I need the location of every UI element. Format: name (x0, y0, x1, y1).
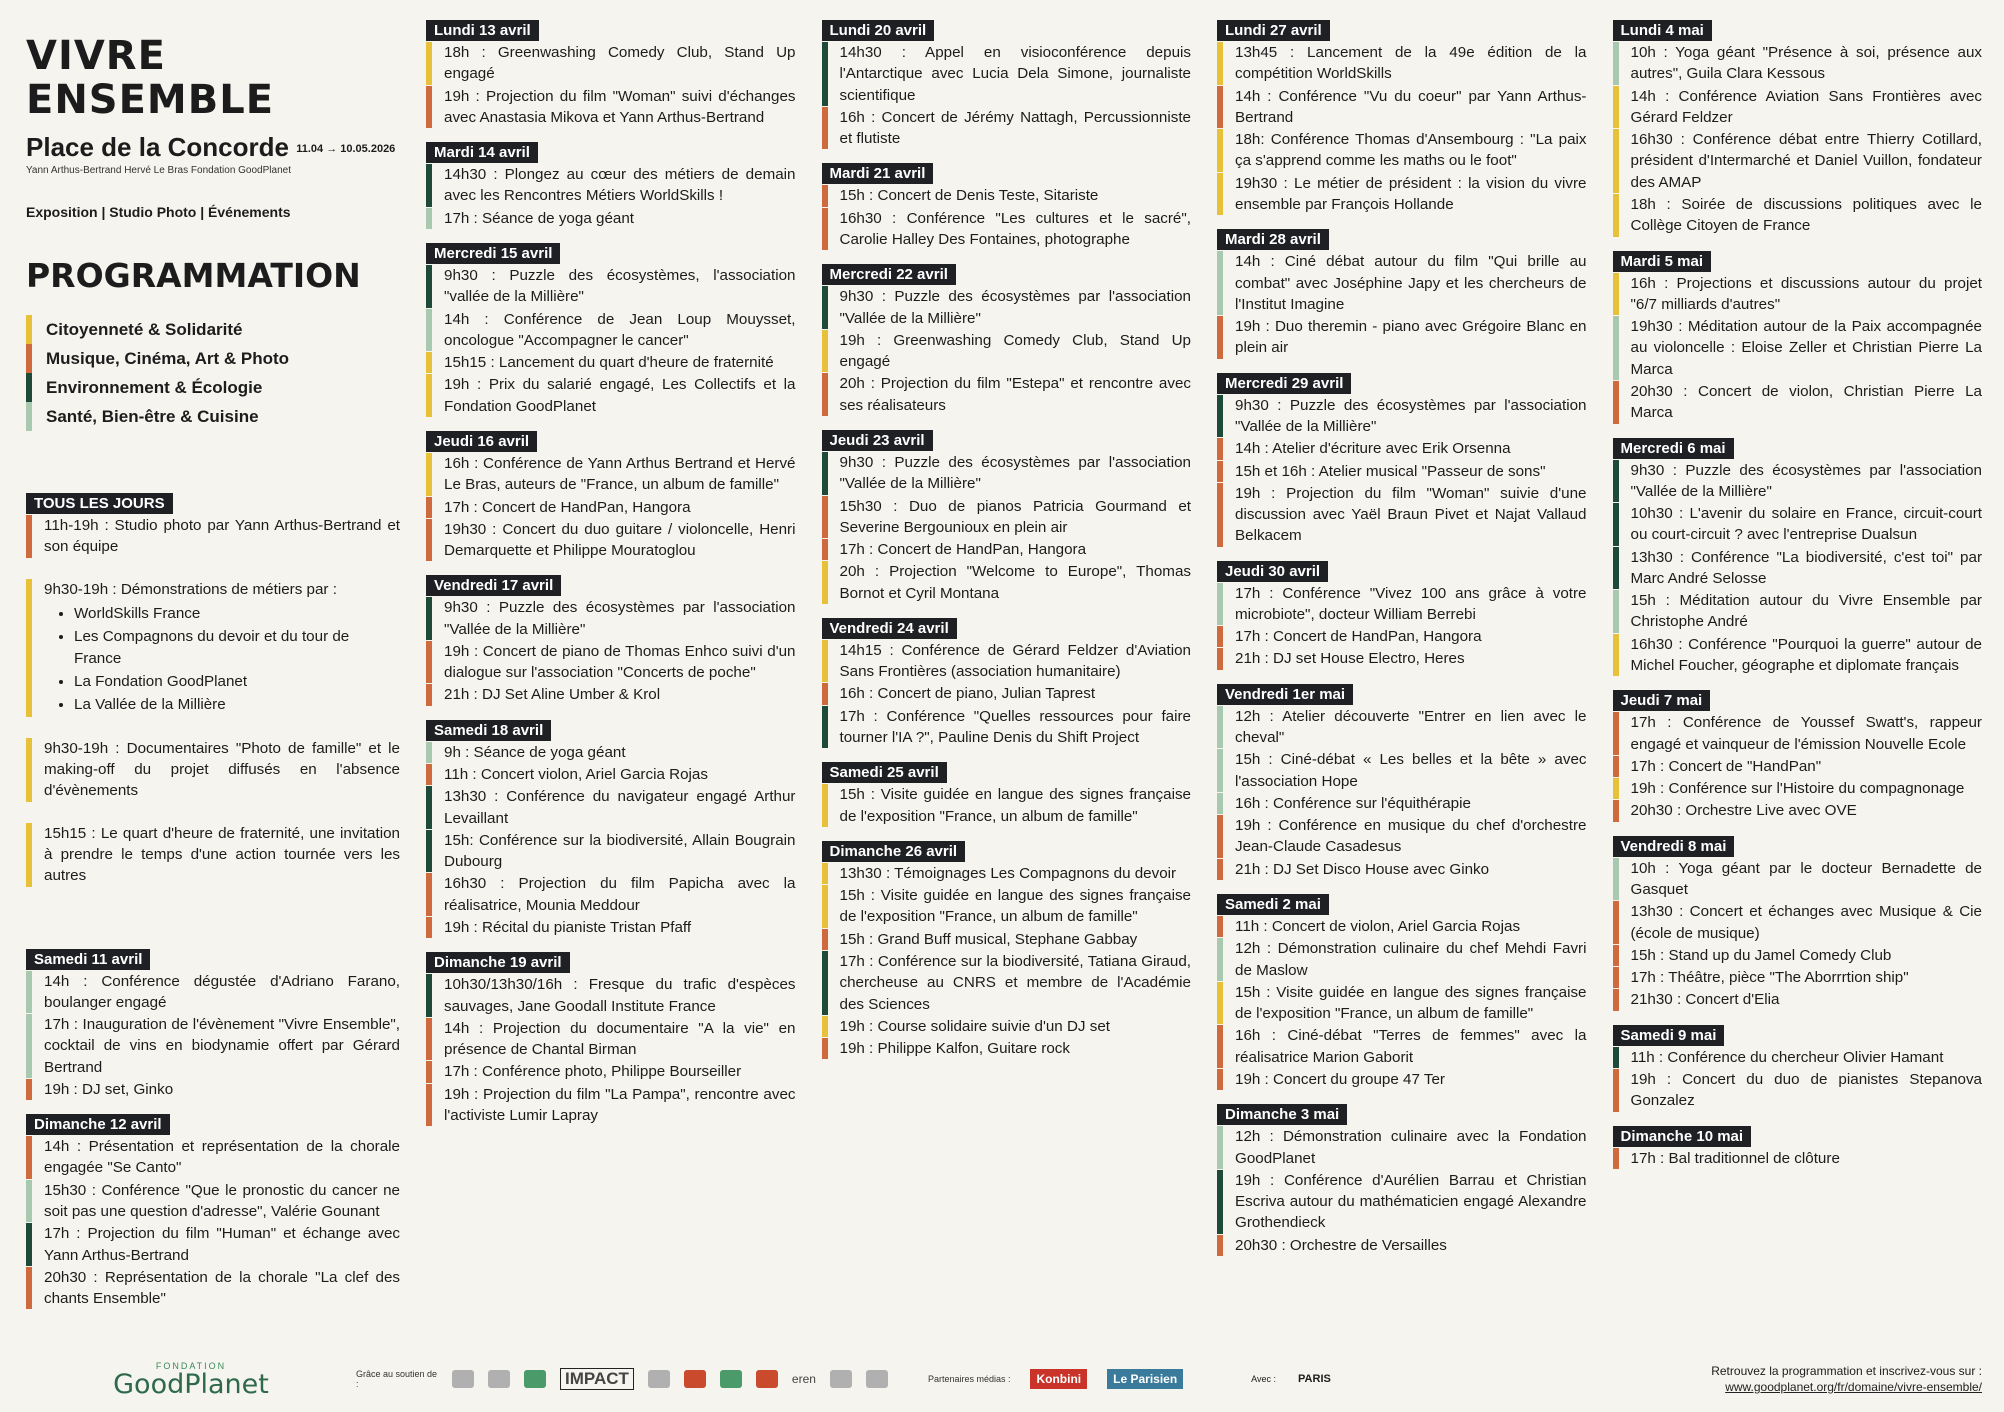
event-entry: 15h : Grand Buff musical, Stephane Gabbay (822, 929, 1192, 950)
paris-logo: PARIS (1298, 1373, 1331, 1385)
event-entry: 17h : Conférence sur la biodiversité, Tatiana Giraud, chercheuse au CNRS et membre de l'Académie des Sciences (822, 951, 1192, 1015)
event-entry: 15h15 : Lancement du quart d'heure de fraternité (426, 352, 796, 373)
event-entry: 16h30 : Conférence "Pourquoi la guerre" autour de Michel Foucher, géographe et diplomate français (1613, 634, 1983, 677)
event-entry: 16h : Concert de Jérémy Nattagh, Percussionniste et flutiste (822, 107, 1192, 150)
day-jeudi-23-avril (822, 430, 1192, 605)
day-heading: Dimanche 12 avril (26, 1114, 170, 1135)
event-entry: 16h : Projections et discussions autour du projet "6/7 milliards d'autres" (1613, 273, 1983, 316)
day-jeudi-7-mai (1613, 690, 1983, 822)
event-entry: 14h : Atelier d'écriture avec Erik Orsenna (1217, 438, 1587, 459)
event-entry: 17h : Conférence photo, Philippe Bourseiller (426, 1061, 796, 1082)
column-2 (426, 20, 796, 1345)
event-entry: 15h : Visite guidée en langue des signes française de l'exposition "France, un album de famille" (1217, 982, 1587, 1025)
day-heading: TOUS LES JOURS (26, 493, 173, 514)
event-entry: 19h : Concert du duo de pianistes Stepanova Gonzalez (1613, 1069, 1983, 1112)
day-heading: Vendredi 17 avril (426, 575, 561, 596)
day-heading: Mardi 28 avril (1217, 229, 1329, 250)
exhibitor-list (44, 603, 400, 717)
event-entry: 17h : Bal traditionnel de clôture (1613, 1148, 1983, 1169)
event-entry: 16h30 : Conférence débat entre Thierry Cotillard, président d'Intermarché et Daniel Vuillon, fondateur des AMAP (1613, 129, 1983, 193)
event-entry: 19h : Conférence d'Aurélien Barrau et Christian Escriva autour du mathématicien engagé Alexandre Grothendieck (1217, 1170, 1587, 1234)
day-jeudi-30-avril (1217, 561, 1587, 671)
media-partner-2: Le Parisien (1107, 1369, 1183, 1389)
event-entry: 17h : Conférence de Youssef Swatt's, rappeur engagé et vainqueur de l'émission Nouvelle Ecole (1613, 712, 1983, 755)
goodplanet-logo-small: FONDATION (155, 1360, 227, 1371)
day-mercredi-6-mai (1613, 438, 1983, 678)
event-entry: 9h30 : Puzzle des écosystèmes par l'association "Vallée de la Millière" (822, 452, 1192, 495)
media-partners-label: Partenaires médias : (927, 1374, 1011, 1384)
event-entry: 10h30 : L'avenir du solaire en France, circuit-court ou court-circuit ? avec l'entreprise Dualsun (1613, 503, 1983, 546)
event-entry: 17h : Conférence "Vivez 100 ans grâce à votre microbiote", docteur William Berrebi (1217, 583, 1587, 626)
day-heading: Mardi 14 avril (426, 142, 538, 163)
event-entry: 9h30 : Puzzle des écosystèmes par l'association "Vallée de la Millière" (1613, 460, 1983, 503)
place-name: Place de la Concorde (26, 132, 289, 162)
sponsor-logo-icon (488, 1370, 510, 1388)
day-heading: Mercredi 15 avril (426, 243, 560, 264)
event-entry: 9h30 : Puzzle des écosystèmes par l'association "Vallée de la Millière" (822, 286, 1192, 329)
column-1 (26, 20, 400, 1345)
day-heading: Dimanche 19 avril (426, 952, 570, 973)
event-place (26, 132, 400, 163)
day-heading: Dimanche 10 mai (1613, 1126, 1752, 1147)
event-entry: 17h : Séance de yoga géant (426, 208, 796, 229)
sponsor-logo-icon (684, 1370, 706, 1388)
event-entry: 9h30 : Puzzle des écosystèmes, l'association "vallée de la Millière" (426, 265, 796, 308)
day-lundi-27-avril (1217, 20, 1587, 216)
event-entry: 15h : Méditation autour du Vivre Ensemble par Christophe André (1613, 590, 1983, 633)
event-entry: 15h15 : Le quart d'heure de fraternité, une invitation à prendre le temps d'une action tournée vers les autres (26, 823, 400, 887)
day-dimanche-26-avril (822, 841, 1192, 1061)
event-entry: 15h : Stand up du Jamel Comedy Club (1613, 945, 1983, 966)
day-heading: Lundi 13 avril (426, 20, 539, 41)
day-jeudi-16-avril (426, 431, 796, 562)
column-5 (1613, 20, 1983, 1345)
day-heading: Mercredi 22 avril (822, 264, 956, 285)
event-entry: 20h30 : Concert de violon, Christian Pierre La Marca (1613, 381, 1983, 424)
day-heading: Samedi 25 avril (822, 762, 947, 783)
day-mardi-21-avril (822, 163, 1192, 251)
event-entry: 15h et 16h : Atelier musical "Passeur de sons" (1217, 461, 1587, 482)
event-entry: 9h : Séance de yoga géant (426, 742, 796, 763)
legend-citoyennete: Citoyenneté & Solidarité (26, 315, 400, 344)
event-entry: 19h : Conférence en musique du chef d'orchestre Jean-Claude Casadesus (1217, 815, 1587, 858)
day-heading: Jeudi 23 avril (822, 430, 933, 451)
day-vendredi-1er-mai (1217, 684, 1587, 881)
event-entry: 16h : Concert de piano, Julian Taprest (822, 683, 1192, 704)
event-title: VIVRE ENSEMBLE (26, 33, 275, 123)
goodplanet-logo (26, 1361, 356, 1398)
sponsor-logo-icon (524, 1370, 546, 1388)
day-lundi-13-avril (426, 20, 796, 129)
event-entry: 21h30 : Concert d'Elia (1613, 989, 1983, 1010)
event-entry: 13h30 : Conférence "La biodiversité, c'est toi" par Marc André Selosse (1613, 547, 1983, 590)
list-item: • WorldSkills France (74, 603, 400, 626)
day-heading: Mardi 5 mai (1613, 251, 1712, 272)
event-entry: 19h : Philippe Kalfon, Guitare rock (822, 1038, 1192, 1059)
legend-musique: Musique, Cinéma, Art & Photo (26, 344, 400, 373)
event-entry: 18h : Greenwashing Comedy Club, Stand Up engagé (426, 42, 796, 85)
more-info-text: Retrouvez la programmation et inscrivez-vous sur : (1711, 1364, 1982, 1378)
sponsor-strip (356, 1368, 1572, 1390)
event-entry: 20h30 : Orchestre de Versailles (1217, 1235, 1587, 1256)
event-entry: 13h30 : Conférence du navigateur engagé Arthur Levaillant (426, 786, 796, 829)
day-vendredi-24-avril (822, 618, 1192, 749)
event-entry: 11h : Concert de violon, Ariel Garcia Rojas (1217, 916, 1587, 937)
list-item: • Les Compagnons du devoir et du tour de France (74, 626, 400, 672)
column-4 (1217, 20, 1587, 1345)
day-heading: Samedi 11 avril (26, 949, 150, 970)
day-mercredi-22-avril (822, 264, 1192, 417)
day-tous-les-jours (26, 493, 400, 888)
event-entry: 14h : Présentation et représentation de la chorale engagée "Se Canto" (26, 1136, 400, 1179)
event-entry: 20h30 : Orchestre Live avec OVE (1613, 800, 1983, 821)
sponsor-logo-icon (866, 1370, 888, 1388)
event-entry: 20h : Projection "Welcome to Europe", Thomas Bornot et Cyril Montana (822, 561, 1192, 604)
event-entry: 15h30 : Duo de pianos Patricia Gourmand et Severine Bergounioux en plein air (822, 496, 1192, 539)
event-entry: 17h : Concert de HandPan, Hangora (426, 497, 796, 518)
event-entry: 19h : Duo theremin - piano avec Grégoire Blanc en plein air (1217, 316, 1587, 359)
day-dimanche-19-avril (426, 952, 796, 1127)
event-entry: 19h : Projection du film "Woman" suivi d'échanges avec Anastasia Mikova et Yann Arthus-Bertrand (426, 86, 796, 129)
sponsor-eren: eren (791, 1372, 816, 1386)
event-entry: 13h45 : Lancement de la 49e édition de la compétition WorldSkills (1217, 42, 1587, 85)
event-entry: 18h: Conférence Thomas d'Ansembourg : "La paix ça s'apprend comme les maths ou le foot" (1217, 129, 1587, 172)
day-heading: Vendredi 8 mai (1613, 836, 1735, 857)
event-entry: 19h : Prix du salarié engagé, Les Collectifs et la Fondation GoodPlanet (426, 374, 796, 417)
event-entry: 12h : Démonstration culinaire du chef Mehdi Favri de Maslow (1217, 938, 1587, 981)
event-entry: 16h : Conférence de Yann Arthus Bertrand et Hervé Le Bras, auteurs de "France, un album de famille" (426, 453, 796, 496)
day-heading: Jeudi 7 mai (1613, 690, 1711, 711)
day-samedi-18-avril (426, 720, 796, 940)
day-heading: Mardi 21 avril (822, 163, 934, 184)
day-mardi-28-avril (1217, 229, 1587, 359)
day-dimanche-10-mai (1613, 1126, 1983, 1170)
event-entry: 14h : Conférence "Vu du coeur" par Yann Arthus-Bertrand (1217, 86, 1587, 129)
media-partner-1: Konbini (1030, 1369, 1087, 1389)
list-item: • La Fondation GoodPlanet (74, 671, 400, 694)
day-heading: Mercredi 29 avril (1217, 373, 1351, 394)
event-entry: 19h : Concert du groupe 47 Ter (1217, 1069, 1587, 1090)
event-entry: 14h30 : Appel en visioconférence depuis l'Antarctique avec Lucia Dela Simone, journaliste scientifique (822, 42, 1192, 106)
event-entry: 17h : Concert de HandPan, Hangora (1217, 626, 1587, 647)
day-heading: Lundi 4 mai (1613, 20, 1712, 41)
sponsor-logo-icon (830, 1370, 852, 1388)
event-entry: 19h : Greenwashing Comedy Club, Stand Up engagé (822, 330, 1192, 373)
day-lundi-20-avril (822, 20, 1192, 150)
event-entry: 18h : Soirée de discussions politiques avec le Collège Citoyen de France (1613, 194, 1983, 237)
entry-text: 9h30-19h : Démonstrations de métiers par : (44, 580, 337, 598)
event-entry: 21h : DJ Set Aline Umber & Krol (426, 684, 796, 705)
event-entry: 15h30 : Conférence "Que le pronostic du cancer ne soit pas une question d'adresse", Valérie Gounant (26, 1180, 400, 1223)
event-entry: 15h: Conférence sur la biodiversité, Allain Bougrain Dubourg (426, 830, 796, 873)
day-samedi-11-avril (26, 949, 400, 1102)
event-entry: 9h30 : Puzzle des écosystèmes par l'association "Vallée de la Millière" (1217, 395, 1587, 438)
day-heading: Samedi 18 avril (426, 720, 551, 741)
day-heading: Vendredi 24 avril (822, 618, 957, 639)
day-lundi-4-mai (1613, 20, 1983, 238)
day-vendredi-8-mai (1613, 836, 1983, 1012)
event-entry (26, 579, 400, 717)
day-mardi-5-mai (1613, 251, 1983, 425)
event-entry: 10h : Yoga géant par le docteur Bernadette de Gasquet (1613, 858, 1983, 901)
sponsors-label: Grâce au soutien de : (356, 1369, 438, 1389)
event-entry: 10h : Yoga géant "Présence à soi, présence aux autres", Guila Clara Kessous (1613, 42, 1983, 85)
day-dimanche-12-avril (26, 1114, 400, 1310)
event-entry: 10h30/13h30/16h : Fresque du trafic d'espèces sauvages, Jane Goodall Institute France (426, 974, 796, 1017)
sponsor-logo-icon (452, 1370, 474, 1388)
avec-label: Avec : (1251, 1374, 1277, 1384)
sponsor-logo-icon (720, 1370, 742, 1388)
event-entry: 11h-19h : Studio photo par Yann Arthus-Bertrand et son équipe (26, 515, 400, 558)
event-entry: 16h : Conférence sur l'équithérapie (1217, 793, 1587, 814)
legend-sante: Santé, Bien-être & Cuisine (26, 402, 400, 431)
event-entry: 19h : Récital du pianiste Tristan Pfaff (426, 917, 796, 938)
day-samedi-25-avril (822, 762, 1192, 828)
event-entry: 19h30 : Méditation autour de la Paix accompagnée au violoncelle : Eloise Zeller et Christian Pierre La Marca (1613, 316, 1983, 380)
event-entry: 13h30 : Témoignages Les Compagnons du devoir (822, 863, 1192, 884)
event-entry: 16h : Ciné-débat "Terres de femmes" avec la réalisatrice Marion Gaborit (1217, 1025, 1587, 1068)
event-entry: 14h : Conférence dégustée d'Adriano Farano, boulanger engagé (26, 971, 400, 1014)
event-entry: 17h : Projection du film "Human" et échange avec Yann Arthus-Bertrand (26, 1223, 400, 1266)
day-heading: Jeudi 16 avril (426, 431, 537, 452)
category-legend (26, 315, 400, 431)
day-heading: Mercredi 6 mai (1613, 438, 1734, 459)
day-heading: Samedi 2 mai (1217, 894, 1329, 915)
event-entry: 17h : Concert de HandPan, Hangora (822, 539, 1192, 560)
event-entry: 15h : Visite guidée en langue des signes française de l'exposition "France, un album de famille" (822, 885, 1192, 928)
day-mardi-14-avril (426, 142, 796, 230)
event-entry: 19h : DJ set, Ginko (26, 1079, 400, 1100)
event-entry: 14h : Ciné débat autour du film "Qui brille au combat" avec Joséphine Japy et les chercheurs de l'Institut Imagine (1217, 251, 1587, 315)
event-entry: 14h : Projection du documentaire "A la vie" en présence de Chantal Birman (426, 1018, 796, 1061)
event-entry: 19h : Concert de piano de Thomas Enhco suivi d'un dialogue sur l'association "Concerts de poche" (426, 641, 796, 684)
event-entry: 12h : Démonstration culinaire avec la Fondation GoodPlanet (1217, 1126, 1587, 1169)
event-entry: 17h : Inauguration de l'évènement "Vivre Ensemble", cocktail de vins en biodynamie offert par Gérard Bertrand (26, 1014, 400, 1078)
programmation-heading: PROGRAMMATION (26, 256, 361, 295)
event-entry: 19h30 : Concert du duo guitare / violoncelle, Henri Demarquette et Philippe Mouratoglou (426, 519, 796, 562)
event-entry: 14h : Conférence Aviation Sans Frontières avec Gérard Feldzer (1613, 86, 1983, 129)
day-heading: Dimanche 26 avril (822, 841, 966, 862)
sponsor-logo-icon (756, 1370, 778, 1388)
event-entry: 19h : Conférence sur l'Histoire du compagnonage (1613, 778, 1983, 799)
event-entry: 20h : Projection du film "Estepa" et rencontre avec ses réalisateurs (822, 373, 1192, 416)
goodplanet-logo-name: GoodPlanet (113, 1368, 269, 1400)
event-entry: 11h : Concert violon, Ariel Garcia Rojas (426, 764, 796, 785)
day-samedi-9-mai (1613, 1025, 1983, 1113)
event-entry: 14h15 : Conférence de Gérard Feldzer d'Aviation Sans Frontières (association humanitaire) (822, 640, 1192, 683)
event-entry: 19h30 : Le métier de président : la vision du vivre ensemble par François Hollande (1217, 173, 1587, 216)
event-entry: 13h30 : Concert et échanges avec Musique & Cie (école de musique) (1613, 901, 1983, 944)
footer (26, 1352, 1982, 1406)
day-dimanche-3-mai (1217, 1104, 1587, 1257)
event-entry: 9h30 : Puzzle des écosystèmes par l'association "Vallée de la Millière" (426, 597, 796, 640)
event-entry: 19h : Projection du film "Woman" suivie d'une discussion avec Yaël Braun Pivet et Najat Vallaud Belkacem (1217, 483, 1587, 547)
event-entry: 9h30-19h : Documentaires "Photo de famille" et le making-off du projet diffusés en l'absence d'évènements (26, 738, 400, 802)
event-entry: 19h : Projection du film "La Pampa", rencontre avec l'activiste Lumir Lapray (426, 1084, 796, 1127)
day-heading: Samedi 9 mai (1613, 1025, 1725, 1046)
sponsor-impact: IMPACT (560, 1368, 634, 1390)
event-entry: 16h30 : Conférence "Les cultures et le sacré", Carolie Halley Des Fontaines, photographe (822, 208, 1192, 251)
event-entry: 11h : Conférence du chercheur Olivier Hamant (1613, 1047, 1983, 1068)
event-entry: 17h : Théâtre, pièce "The Aborrrtion ship" (1613, 967, 1983, 988)
day-heading: Lundi 27 avril (1217, 20, 1330, 41)
event-entry: 14h30 : Plongez au cœur des métiers de demain avec les Rencontres Métiers WorldSkills ! (426, 164, 796, 207)
day-mercredi-15-avril (426, 243, 796, 418)
event-entry: 17h : Concert de "HandPan" (1613, 756, 1983, 777)
event-entry: 20h30 : Représentation de la chorale "La clef des chants Ensemble" (26, 1267, 400, 1310)
day-heading: Vendredi 1er mai (1217, 684, 1353, 705)
event-entry: 12h : Atelier découverte "Entrer en lien avec le cheval" (1217, 706, 1587, 749)
event-nav: Exposition | Studio Photo | Événements (26, 204, 291, 220)
day-heading: Jeudi 30 avril (1217, 561, 1328, 582)
event-entry: 17h : Conférence "Quelles ressources pour faire tourner l'IA ?", Pauline Denis du Shift Project (822, 706, 1192, 749)
program-link[interactable]: www.goodplanet.org/fr/domaine/vivre-ensemble/ (1725, 1380, 1982, 1394)
event-entry: 19h : Course solidaire suivie d'un DJ set (822, 1016, 1192, 1037)
event-dates: 11.04 → 10.05.2026 (296, 143, 396, 156)
event-entry: 15h : Ciné-débat « Les belles et la bête » avec l'association Hope (1217, 749, 1587, 792)
event-entry: 15h : Visite guidée en langue des signes française de l'exposition "France, un album de famille" (822, 784, 1192, 827)
event-entry: 21h : DJ set House Electro, Heres (1217, 648, 1587, 669)
event-entry: 21h : DJ Set Disco House avec Ginko (1217, 859, 1587, 880)
event-credits: Yann Arthus-Bertrand Hervé Le Bras Fondation GoodPlanet (26, 165, 291, 176)
event-entry: 14h : Conférence de Jean Loup Mouysset, oncologue "Accompagner le cancer" (426, 309, 796, 352)
day-heading: Dimanche 3 mai (1217, 1104, 1347, 1125)
event-entry: 15h : Concert de Denis Teste, Sitariste (822, 185, 1192, 206)
day-samedi-2-mai (1217, 894, 1587, 1091)
legend-environnement: Environnement & Écologie (26, 373, 400, 402)
day-mercredi-29-avril (1217, 373, 1587, 548)
day-heading: Lundi 20 avril (822, 20, 935, 41)
sponsor-logo-icon (648, 1370, 670, 1388)
more-info (1632, 1364, 1982, 1394)
event-entry: 16h30 : Projection du film Papicha avec la réalisatrice, Mounia Meddour (426, 873, 796, 916)
column-3 (822, 20, 1192, 1345)
day-vendredi-17-avril (426, 575, 796, 706)
list-item: • La Vallée de la Millière (74, 694, 400, 717)
